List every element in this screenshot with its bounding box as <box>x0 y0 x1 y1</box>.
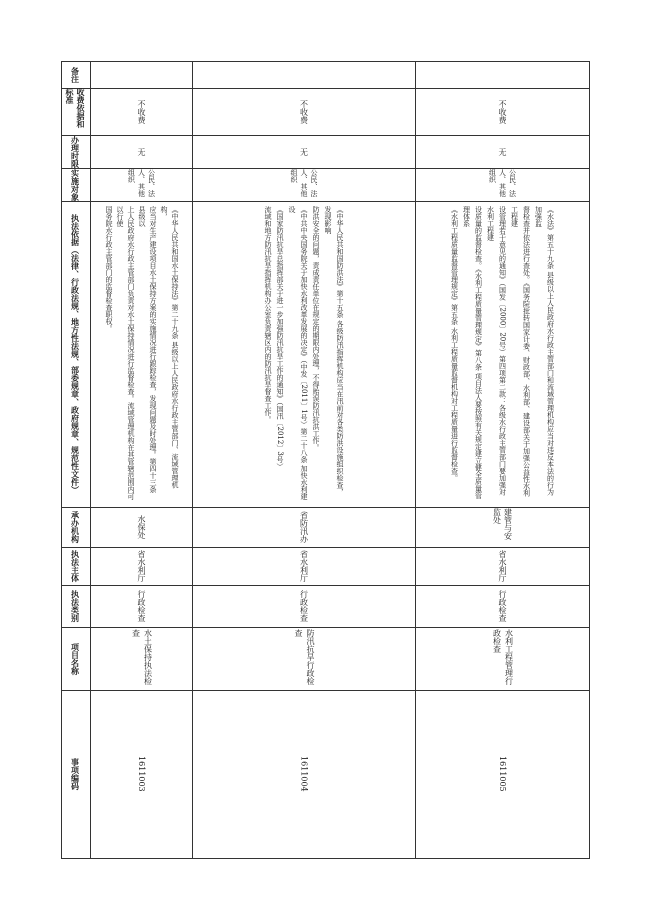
header-enforcement-type: 执法类别 <box>70 590 81 622</box>
row3-basis-line: 《水利工程质量监督管理规定》第五条 水利工程质量监督机构对工程质量进行监督检查。 <box>450 206 459 482</box>
row1-target: 公民、法人、其他组织 <box>127 168 156 197</box>
row2-basis-line: 流域和地方防汛抗旱指挥机构办公室负责辖区内的防汛抗旱督查工作。 <box>264 206 272 423</box>
row2-fee: 不收费 <box>299 99 309 124</box>
row3-unit: 建管与安监处 <box>492 508 513 540</box>
row3-code: 1611005 <box>498 756 507 792</box>
row1-unit: 水保处 <box>137 515 146 539</box>
row1-basis-line: 应当对生产建设项目水土保持方案的实施情况进行跟踪检查，发现问题及时处理。第四十三条 县级以 <box>138 206 157 493</box>
row2-basis-line: 防洪安全的问题，责成责任单位在规定的期限内处理，不得贻误防汛抗洪工作。 <box>312 206 320 451</box>
row3-basis-line: 督检查并依法进行查处。《国务院批转国家计委、财政部、水利部、建设部关于加强公益性水利工程建 <box>510 206 531 497</box>
header-legal-basis: 执法依据（法律、行政法规、地方性法规、部委规章、政府规章、规范性文件） <box>70 214 81 494</box>
row1-basis-line: 上人民政府水行政主管部门负责对水土保持情况进行监督检查。流域管理机构在其管辖范围内可以行使 <box>116 206 135 500</box>
table-border-right <box>61 858 590 859</box>
header-remarks: 备注 <box>70 67 81 83</box>
row3-name: 水利工程管理行政检查 <box>492 628 514 685</box>
header-undertaking-unit: 承办机构 <box>70 511 81 543</box>
header-fee: 收费依据和标准 <box>65 88 86 128</box>
row1-remarks <box>91 62 192 88</box>
row2-basis-line: 《中华人民共和国防洪法》第十五条 各级防汛指挥机构应当在汛前对各类防洪设施组织检查，发现影响 <box>324 206 344 496</box>
row1-subject: 省水利厅 <box>137 550 146 582</box>
row2-basis-line: 《国家防汛抗旱总指挥部关于进一步加强防汛抗旱工作的通知》（国汛〔2012〕3号） <box>276 206 284 470</box>
row2-legal-basis <box>193 201 415 507</box>
row3-legal-basis <box>416 201 589 507</box>
row1-basis-line: 国务院水行政主管部门的监督检查职权。 <box>105 206 113 332</box>
header-time-limit: 办理时限 <box>70 135 81 168</box>
table-border-bottom <box>589 61 590 859</box>
row3-remarks <box>416 62 589 88</box>
row1-basis-line: 《中华人民共和国水土保持法》第二十九条 县级以上人民政府水行政主管部门、流域管理机构， <box>160 206 179 489</box>
row3-fee: 不收费 <box>498 99 507 124</box>
row3-time-limit: 无 <box>498 147 507 156</box>
row2-basis-line: 《中共中央国务院关于加快水利改革发展的决定》（中发〔2011〕1号）第二十八条 加快水利建设 <box>288 206 308 500</box>
row2-target: 公民、法人、其他组织 <box>290 168 318 197</box>
enforcement-table <box>61 61 590 859</box>
row3-basis-line: 设质量的监督检查。《水利工程质量管理规定》第八条 项目法人要按照有关规定建立健全质量管理体系 <box>462 206 483 499</box>
row3-basis-line: 设管理若干意见的通知》（国发〔2000〕20号）第四项第二款：各级水行政主管部门要加强对水利工程建 <box>486 206 507 496</box>
row2-code: 1611004 <box>299 756 309 792</box>
row3-subject: 省水利厅 <box>498 550 507 582</box>
row1-fee: 不收费 <box>137 99 146 124</box>
row1-type: 行政检查 <box>137 590 146 622</box>
row2-name: 防汛抗旱行政检查 <box>294 628 315 685</box>
row1-name: 水土保持执法检查 <box>131 628 153 685</box>
row3-target: 公民、法人、其他组织 <box>488 168 517 197</box>
row2-subject: 省水利厅 <box>299 550 309 582</box>
row2-time-limit: 无 <box>299 147 309 156</box>
header-item-name: 项目名称 <box>70 642 81 675</box>
row1-time-limit: 无 <box>137 147 146 156</box>
row1-legal-basis <box>91 201 192 507</box>
header-enforcement-subject: 执法主体 <box>70 550 81 582</box>
row2-type: 行政检查 <box>299 590 309 622</box>
row2-unit: 省防汛办 <box>299 511 309 543</box>
header-item-code: 事项编码 <box>70 758 81 790</box>
row2-remarks <box>193 62 415 88</box>
row3-type: 行政检查 <box>498 590 507 622</box>
header-target: 实施对象 <box>70 168 81 201</box>
row3-basis-line: 《水法》第五十九条 县级以上人民政府水行政主管部门和流域管理机构应当对违反本法的行为加强监 <box>534 206 555 496</box>
row1-code: 1611003 <box>137 756 146 792</box>
